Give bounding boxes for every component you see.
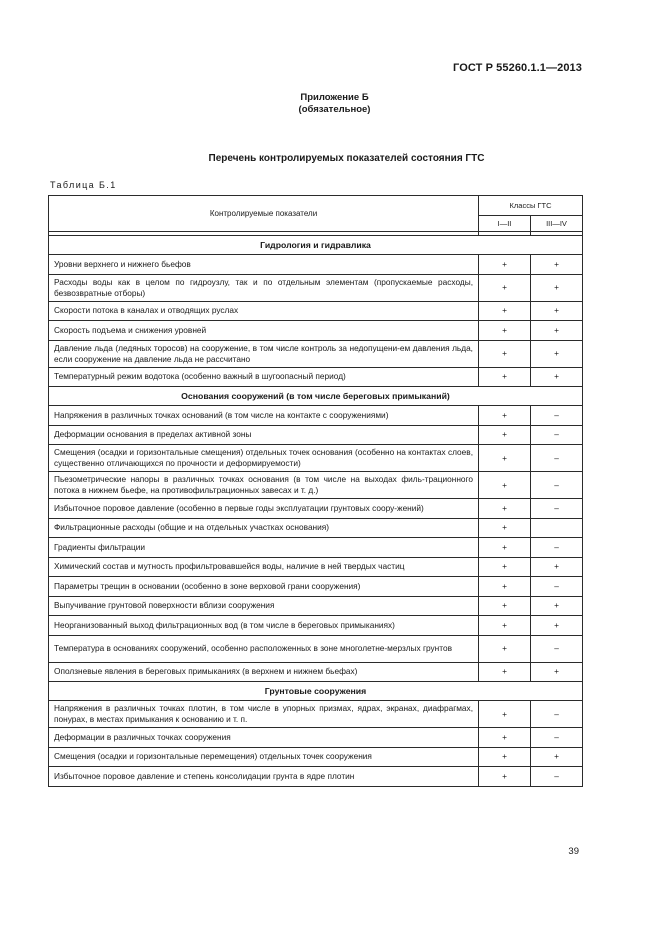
table-row xyxy=(49,577,583,597)
class-i-ii-cell: + xyxy=(479,557,531,577)
section-title: Гидрология и гидравлика xyxy=(49,236,583,255)
class-i-ii-cell: + xyxy=(479,406,531,426)
class-iii-iv-cell: – xyxy=(531,577,583,597)
appendix-subtitle: (обязательное) xyxy=(298,104,371,115)
class-iii-iv-cell: + xyxy=(531,340,583,367)
table-row xyxy=(49,538,583,558)
indicator-cell: Напряжения в различных точках оснований (в том числе на контакте с сооружениями) xyxy=(49,406,479,426)
table-row xyxy=(49,340,583,367)
document-title: Перечень контролируемых показателей состояния ГТС xyxy=(208,153,485,164)
class-i-ii-cell: + xyxy=(479,616,531,636)
table-row xyxy=(49,367,583,387)
class-i-ii-cell: + xyxy=(479,596,531,616)
indicator-cell: Фильтрационные расходы (общие и на отдельных участках основания) xyxy=(49,518,479,538)
class-i-ii-cell: + xyxy=(479,367,531,387)
table-label: Таблица Б.1 xyxy=(50,180,117,190)
indicator-cell: Деформации в различных точках сооружения xyxy=(49,728,479,748)
table-row xyxy=(49,662,583,682)
class-iii-iv-cell: – xyxy=(531,406,583,426)
class-i-ii-cell: + xyxy=(479,577,531,597)
class-i-ii-cell: + xyxy=(479,301,531,321)
class-i-ii-cell: + xyxy=(479,635,531,662)
class-iii-iv-cell: – xyxy=(531,472,583,499)
class-iii-iv-cell: + xyxy=(531,616,583,636)
section-title: Основания сооружений (в том числе береговых примыканий) xyxy=(49,387,583,406)
table-row xyxy=(49,425,583,445)
indicator-cell: Градиенты фильтрации xyxy=(49,538,479,558)
class-i-ii-cell: + xyxy=(479,255,531,275)
class-i-ii-cell: + xyxy=(479,340,531,367)
indicator-cell: Температурный режим водотока (особенно важный в шугоопасный период) xyxy=(49,367,479,387)
table-row xyxy=(49,518,583,538)
class-i-ii-cell: + xyxy=(479,728,531,748)
header-class-i-ii: I—II xyxy=(479,216,531,232)
table-row xyxy=(49,596,583,616)
page-header: ГОСТ Р 55260.1.1—2013 xyxy=(453,62,582,74)
class-i-ii-cell: + xyxy=(479,701,531,728)
indicator-cell: Избыточное поровое давление и степень консолидации грунта в ядре плотин xyxy=(49,767,479,787)
class-i-ii-cell: + xyxy=(479,538,531,558)
indicator-cell: Выпучивание грунтовой поверхности вблизи сооружения xyxy=(49,596,479,616)
table-row xyxy=(49,747,583,767)
class-iii-iv-cell: + xyxy=(531,301,583,321)
table-row xyxy=(49,445,583,472)
appendix-title: Приложение Б xyxy=(300,92,369,103)
table-row xyxy=(49,472,583,499)
class-i-ii-cell: + xyxy=(479,425,531,445)
indicator-cell: Скорость подъема и снижения уровней xyxy=(49,321,479,341)
section-row xyxy=(49,682,583,701)
class-iii-iv-cell: + xyxy=(531,274,583,301)
table-row xyxy=(49,499,583,519)
table-row xyxy=(49,255,583,275)
table-row xyxy=(49,557,583,577)
indicator-cell: Напряжения в различных точках плотин, в том числе в упорных призмах, ядрах, экранах, диафрагмах, понурах, в местах примыкания к основанию и т. п. xyxy=(49,701,479,728)
indicator-cell: Неорганизованный выход фильтрационных вод (в том числе в береговых примыканиях) xyxy=(49,616,479,636)
header-classes: Классы ГТС xyxy=(479,196,583,216)
class-i-ii-cell: + xyxy=(479,499,531,519)
class-i-ii-cell: + xyxy=(479,518,531,538)
indicator-cell: Температура в основаниях сооружений, особенно расположенных в зоне многолетне-мерзлых грунтов xyxy=(49,635,479,662)
class-i-ii-cell: + xyxy=(479,445,531,472)
indicator-cell: Оползневые явления в береговых примыканиях (в верхнем и нижнем бьефах) xyxy=(49,662,479,682)
class-iii-iv-cell: + xyxy=(531,747,583,767)
header-indicators: Контролируемые показатели xyxy=(49,196,479,232)
table-row xyxy=(49,728,583,748)
class-i-ii-cell: + xyxy=(479,321,531,341)
indicator-cell: Смещения (осадки и горизонтальные смещения) отдельных точек основания (особенно на контактах слоев, существенно отличающихся по прочности и деформируемости) xyxy=(49,445,479,472)
class-iii-iv-cell: – xyxy=(531,767,583,787)
indicator-cell: Расходы воды как в целом по гидроузлу, так и по отдельным элементам (пропускаемые расходы, безвозвратные отборы) xyxy=(49,274,479,301)
indicator-cell: Пьезометрические напоры в различных точках основания (в том числе на выходах филь-трационного потока в нижнем бьефе, на противофильтрационных завесах и т. д.) xyxy=(49,472,479,499)
class-i-ii-cell: + xyxy=(479,472,531,499)
class-iii-iv-cell: + xyxy=(531,321,583,341)
class-iii-iv-cell: + xyxy=(531,557,583,577)
indicator-cell: Параметры трещин в основании (особенно в зоне верховой грани сооружения) xyxy=(49,577,479,597)
class-iii-iv-cell: + xyxy=(531,255,583,275)
section-row xyxy=(49,387,583,406)
page-number: 39 xyxy=(568,846,579,857)
indicator-cell: Деформации основания в пределах активной зоны xyxy=(49,425,479,445)
indicator-cell: Смещения (осадки и горизонтальные перемещения) отдельных точек сооружения xyxy=(49,747,479,767)
class-iii-iv-cell: – xyxy=(531,499,583,519)
section-title: Грунтовые сооружения xyxy=(49,682,583,701)
class-iii-iv-cell: – xyxy=(531,445,583,472)
class-i-ii-cell: + xyxy=(479,662,531,682)
class-iii-iv-cell: – xyxy=(531,701,583,728)
class-iii-iv-cell xyxy=(531,518,583,538)
table-row xyxy=(49,701,583,728)
table-row xyxy=(49,635,583,662)
table-row xyxy=(49,301,583,321)
class-iii-iv-cell: – xyxy=(531,635,583,662)
class-iii-iv-cell: + xyxy=(531,596,583,616)
indicator-cell: Избыточное поровое давление (особенно в первые годы эксплуатации грунтовых соору-жений) xyxy=(49,499,479,519)
class-i-ii-cell: + xyxy=(479,747,531,767)
indicators-table xyxy=(48,195,583,787)
table-row xyxy=(49,406,583,426)
header-class-iii-iv: III—IV xyxy=(531,216,583,232)
class-iii-iv-cell: – xyxy=(531,538,583,558)
class-iii-iv-cell: + xyxy=(531,367,583,387)
appendix-heading xyxy=(0,92,661,116)
section-row xyxy=(49,236,583,255)
class-i-ii-cell: + xyxy=(479,274,531,301)
class-iii-iv-cell: – xyxy=(531,425,583,445)
class-i-ii-cell: + xyxy=(479,767,531,787)
table-header-row xyxy=(49,196,583,216)
class-iii-iv-cell: – xyxy=(531,728,583,748)
indicator-cell: Уровни верхнего и нижнего бьефов xyxy=(49,255,479,275)
class-iii-iv-cell: + xyxy=(531,662,583,682)
table-row xyxy=(49,616,583,636)
table-row xyxy=(49,321,583,341)
indicator-cell: Давление льда (ледяных торосов) на сооружение, в том числе контроль за недопущени-ем давления льда, если сооружение на давление льда не рассчитано xyxy=(49,340,479,367)
table-row xyxy=(49,274,583,301)
indicator-cell: Химический состав и мутность профильтровавшейся воды, наличие в ней твердых частиц xyxy=(49,557,479,577)
table-row xyxy=(49,767,583,787)
indicator-cell: Скорости потока в каналах и отводящих руслах xyxy=(49,301,479,321)
